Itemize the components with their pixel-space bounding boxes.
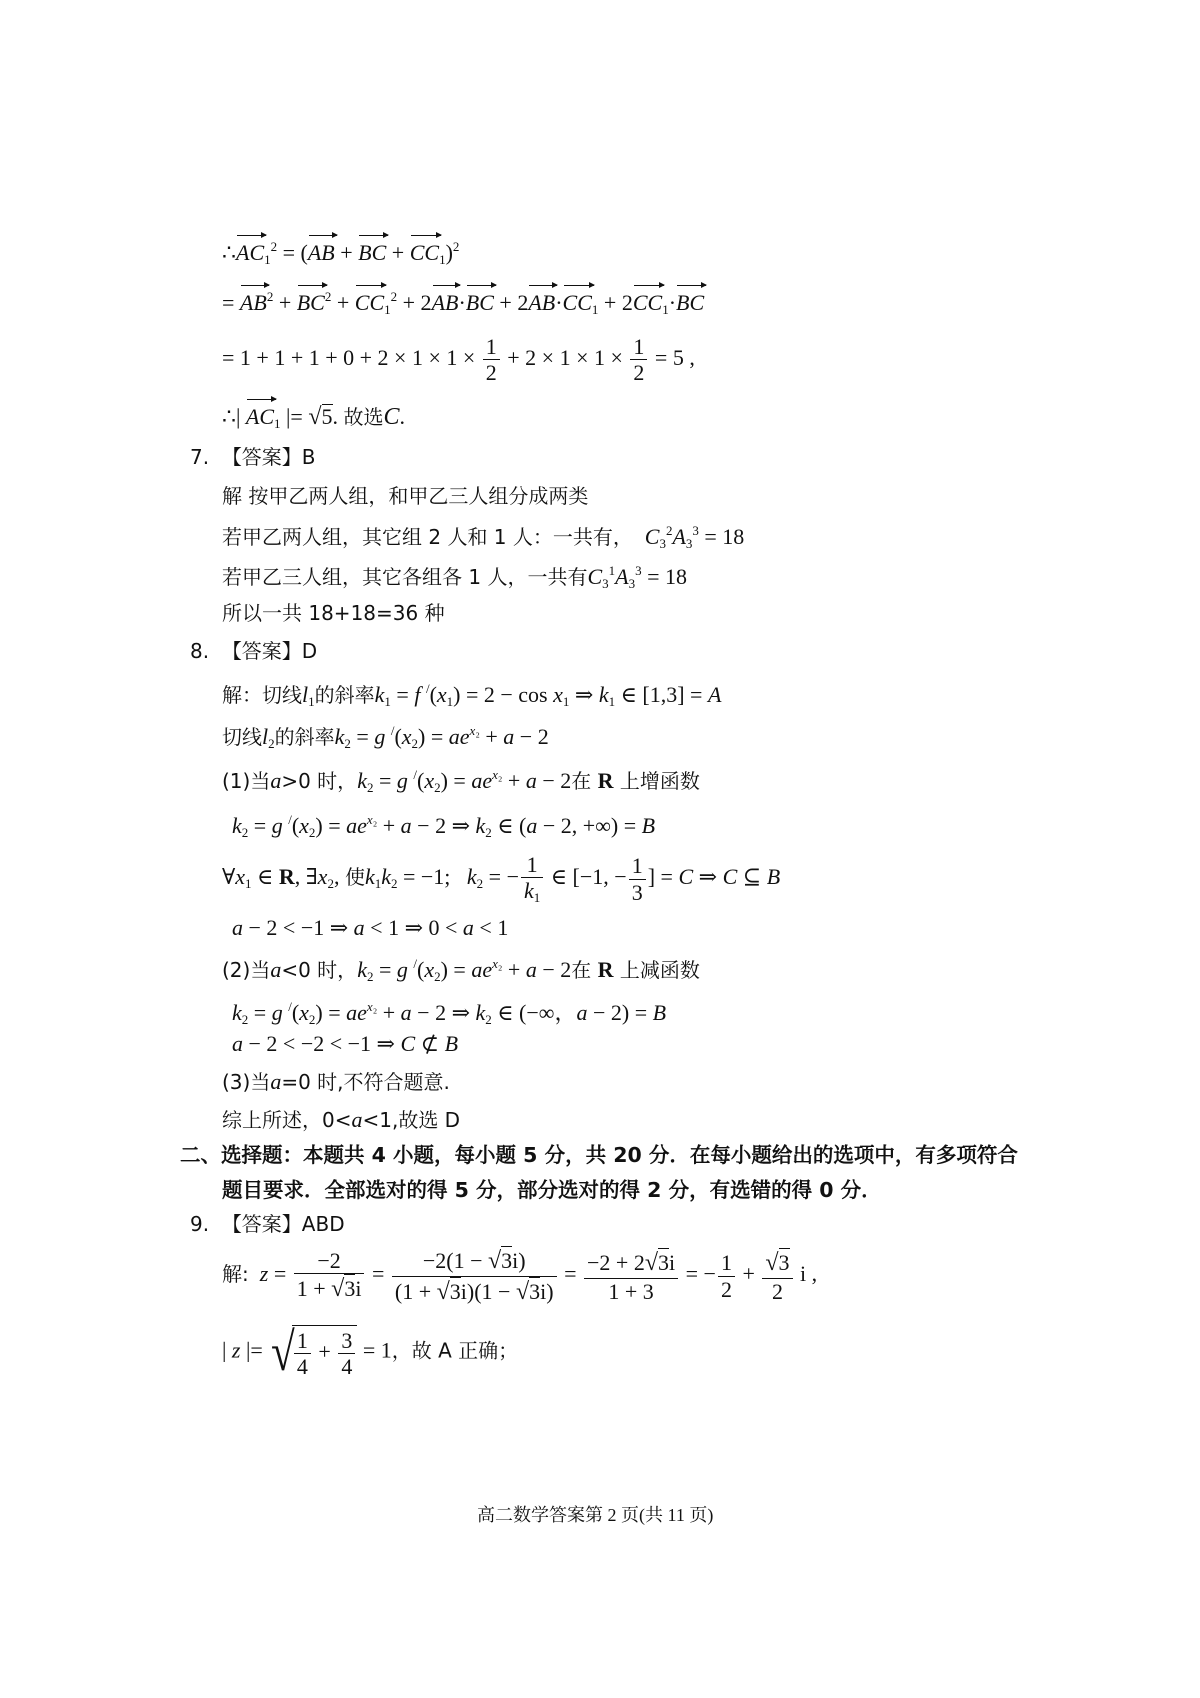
q8-line-11: 综上所述，0<a<1,故选 D [222,1107,461,1132]
section2-line-2: 题目要求．全部选对的得 5 分，部分选对的得 2 分，有选错的得 0 分． [222,1178,882,1202]
q6-line-3: = 1 + 1 + 1 + 0 + 2 × 1 × 1 × $\frac{1}{2}$ + 2 × 1 × 1 × $\frac{1}{2}$ = 5 , [222,334,695,386]
q6-line-4: ∴| $AC_1$ |= √5. 故选C. [222,404,406,431]
q8-line-10: (3)当a=0 时,不符合题意. [222,1069,450,1094]
q8-heading: 8. 【答案】D [190,639,318,663]
page-footer: 高二数学答案第 2 页(共 11 页) [477,1505,714,1525]
q6-line-1: $\therefore AC_1^2 = (AB$ + BC + $CC_1)^2$ [222,239,460,267]
q8-line-5: $\forall x_1$ ∈ R, $\exists x_2$, 使$k_1k_2 = -1$; $k_2$ = − $\frac{1}{k_1}$ ∈ [−1, − $\frac{1}{3}$ ] = C ⇒ C ⊆ B [222,852,781,906]
q8-line-2: 切线$l_2$的斜率$k_2 = g$ $^/(x_2) = ae^{x_2} + a - 2$ [222,723,549,751]
section2-line-1: 二、选择题：本题共 4 小题，每小题 5 分，共 20 分．在每小题给出的选项中，有多项符合 [180,1143,1018,1167]
q7-heading: 7. 【答案】B [190,445,316,469]
q8-line-6: a − 2 < −1 ⇒ a < 1 ⇒ 0 < a < 1 [232,915,509,940]
q6-line-2: = $AB^2 + BC^2 + CC_1^2 + 2AB\cdot BC + 2AB\cdot CC_1 + 2CC_1\cdot BC$ [222,289,705,317]
q8-line-4: $k_2 = g$ $^/(x_2) = ae^{x_2} + a - 2$ ⇒ $k_2$ ∈ (a − 2, +∞) = B [232,812,656,840]
q8-line-8: $k_2 = g$ $^/(x_2) = ae^{x_2} + a - 2$ ⇒ $k_2$ ∈ (−∞，a − 2) = B [232,999,667,1027]
q7-line-3: 若甲乙三人组，其它各组各 1 人，一共有$C_3^1A_3^3 = 18$ [222,563,688,591]
q8-line-3: (1)当a>0 时，$k_2 = g$ $^/(x_2) = ae^{x_2} + a - 2$在 R 上增函数 [222,767,700,795]
q8-line-1: 解：切线$l_1$的斜率$k_1 = f$ $^/(x_1) = 2 - \cos x_1$ ⇒ $k_1$ ∈ [1,3] = A [222,681,722,709]
q9-heading: 9. 【答案】ABD [190,1212,345,1236]
q7-line-4: 所以一共 18+18=36 种 [222,601,445,625]
q7-line-1: 解 按甲乙两人组，和甲乙三人组分成两类 [222,484,589,508]
q8-line-9: a − 2 < −2 < −1 ⇒ C ⊄ B [232,1031,459,1056]
q8-line-7: (2)当a<0 时，$k_2 = g$ $^/(x_2) = ae^{x_2} + a - 2$在 R 上减函数 [222,956,700,984]
q9-line-2: | z |= √ $\frac{1}{4}$ + $\frac{3}{4}$ = 1，故 A 正确； [222,1322,519,1383]
q7-line-2: 若甲乙两人组，其它组 2 人和 1 人：一共有， $C_3^2A_3^3 = 18$ [222,523,745,551]
q9-line-1: 解: z = $\frac{-2}{1 + √3i}$ = $\frac{-2(1 - √3i)}{(1 + √3i)(1 - √3i)}$ = $\frac{-2 + 2√3i}{1 + 3}$ = − $\frac{1}{2}$ + $\frac{√3}{2}$ i , [222,1248,818,1305]
